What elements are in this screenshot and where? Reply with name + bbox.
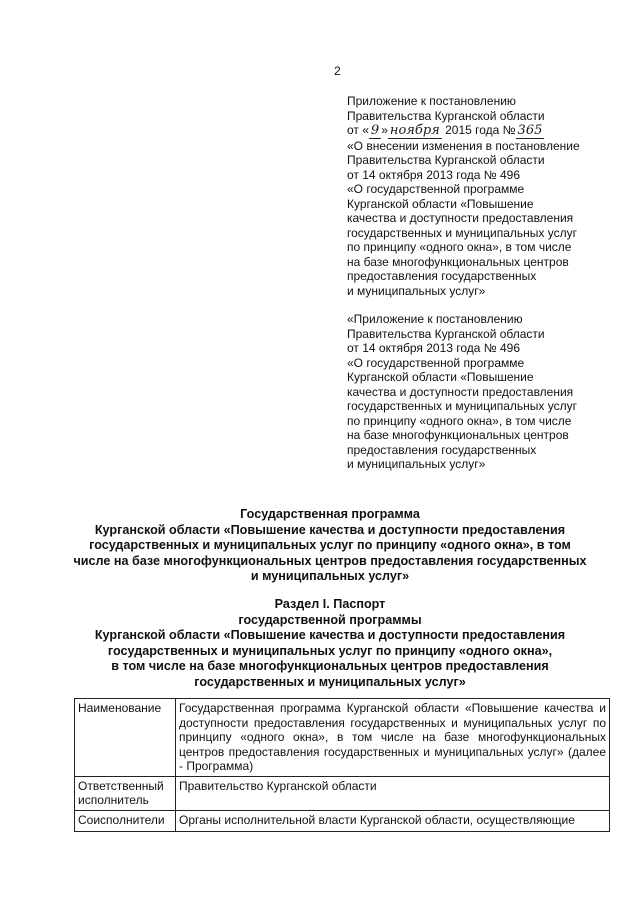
annex-line: и муниципальных услуг» bbox=[347, 457, 486, 471]
handwritten-day: 9 bbox=[370, 123, 380, 138]
annex-line: «О внесении изменения в постановление bbox=[347, 138, 580, 153]
table-row bbox=[75, 776, 610, 810]
row-value: Правительство Курганской области bbox=[176, 776, 610, 810]
row-label: Соисполнители bbox=[75, 810, 176, 831]
program-title bbox=[40, 507, 620, 585]
page-number: 2 bbox=[334, 64, 341, 78]
annex-line: качества и доступности предоставления bbox=[347, 211, 574, 225]
heading-line: в том числе на базе многофункциональных центров предоставления bbox=[111, 659, 549, 673]
heading-line: Курганской области «Повышение качества и доступности предоставления bbox=[94, 628, 566, 642]
annex-line: от 14 октября 2013 года № 496 bbox=[347, 341, 521, 355]
annex-line: государственных и муниципальных услуг bbox=[347, 399, 577, 413]
annex-date-line bbox=[347, 123, 627, 139]
handwritten-number: 365 bbox=[517, 123, 543, 138]
heading-line: государственных и муниципальных услуг по принципу «одного окна», bbox=[107, 643, 553, 658]
annex-line: Правительства Курганской области bbox=[347, 108, 545, 123]
heading-line: Курганской области «Повышение качества и доступности предоставления bbox=[94, 522, 566, 537]
annex-line: «О государственной программе bbox=[347, 182, 525, 196]
date-prefix: от « bbox=[347, 123, 369, 137]
handwritten-month: ноября bbox=[389, 123, 440, 138]
table-row bbox=[75, 699, 610, 777]
annex-current-decree bbox=[347, 94, 627, 298]
annex-line: Правительства Курганской области bbox=[347, 153, 545, 167]
annex-line: по принципу «одного окна», в том числе bbox=[347, 413, 572, 428]
row-value: Органы исполнительной власти Курганской области, осуществляющие bbox=[176, 810, 610, 831]
annex-line: на базе многофункциональных центров bbox=[347, 254, 569, 269]
passport-table bbox=[74, 698, 610, 832]
heading-line: Раздел I. Паспорт bbox=[274, 597, 386, 611]
annex-previous-decree bbox=[347, 312, 627, 472]
annex-line: от 14 октября 2013 года № 496 bbox=[347, 167, 521, 182]
annex-line: качества и доступности предоставления bbox=[347, 384, 574, 399]
date-year: 2015 года № bbox=[445, 123, 516, 137]
heading-line: Государственная программа bbox=[240, 507, 420, 521]
heading-line: государственных и муниципальных услуг» bbox=[194, 674, 466, 689]
annex-line: и муниципальных услуг» bbox=[347, 283, 486, 298]
heading-line: государственных и муниципальных услуг по принципу «одного окна», в том bbox=[89, 538, 571, 552]
annex-line: на базе многофункциональных центров bbox=[347, 428, 569, 442]
annex-line: «О государственной программе bbox=[347, 355, 525, 370]
annex-line: государственных и муниципальных услуг bbox=[347, 225, 577, 240]
row-label: Ответственный исполнитель bbox=[75, 776, 176, 810]
annex-line: Правительства Курганской области bbox=[347, 326, 545, 341]
row-label: Наименование bbox=[75, 699, 176, 777]
heading-line: и муниципальных услуг» bbox=[250, 569, 410, 583]
table-row bbox=[75, 810, 610, 831]
row-value: Государственная программа Курганской области «Повышение качества и доступности предоставления государственных и муниципальных услуг по принципу «одного окна», в том числе на базе многофункциональных центров предоставления государственных и муниципальных услуг» (далее - Программа) bbox=[176, 699, 610, 777]
section-title bbox=[40, 597, 620, 690]
annex-line: предоставления государственных bbox=[347, 269, 537, 283]
annex-line: Приложение к постановлению bbox=[347, 94, 516, 108]
date-mid: » bbox=[381, 123, 388, 137]
annex-line: «Приложение к постановлению bbox=[347, 312, 523, 326]
annex-line: Курганской области «Повышение bbox=[347, 196, 534, 211]
annex-line: предоставления государственных bbox=[347, 442, 537, 457]
annex-line: Курганской области «Повышение bbox=[347, 370, 534, 384]
annex-line: по принципу «одного окна», в том числе bbox=[347, 240, 572, 254]
heading-line: государственной программы bbox=[238, 612, 422, 627]
heading-line: числе на базе многофункциональных центров предоставления государственных bbox=[73, 553, 587, 568]
